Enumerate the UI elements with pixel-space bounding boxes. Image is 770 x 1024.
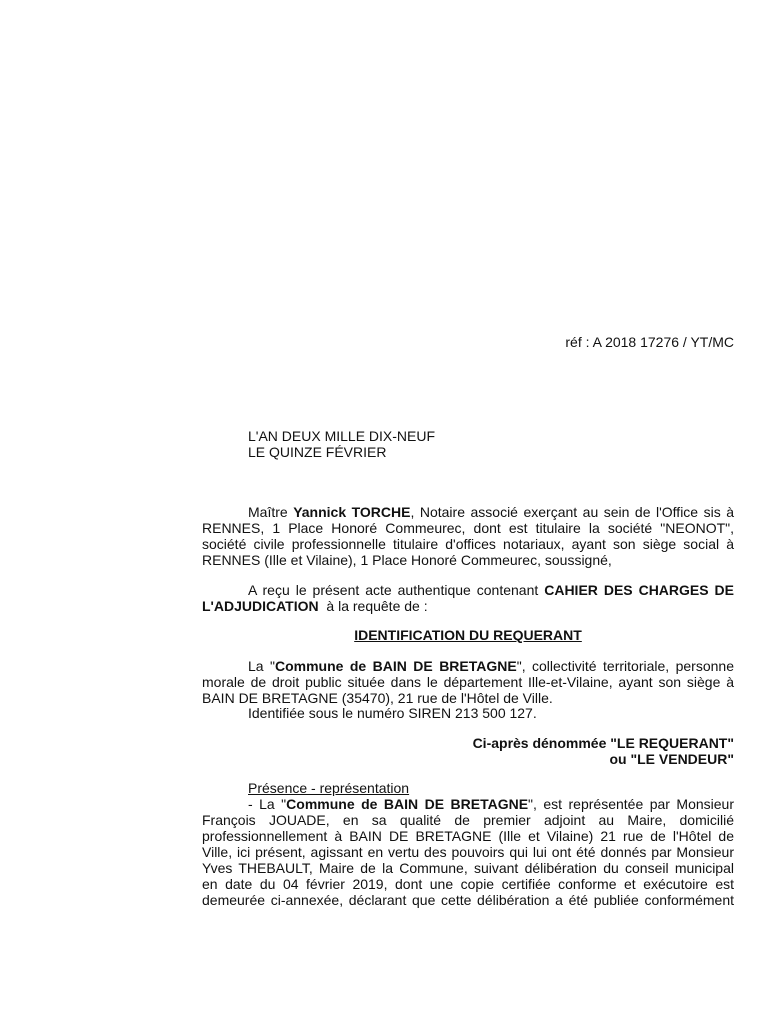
notary-paragraph-line: Maître Yannick TORCHE, Notaire associé exerçant au sein de l'Office sis à: [248, 504, 734, 520]
presence-paragraph-line: demeurée ci-annexée, déclarant que cette délibération a été publiée conformément: [202, 892, 734, 908]
notary-paragraph-line: RENNES (Ille et Vilaine), 1 Place Honoré Commeurec, soussigné,: [202, 552, 612, 568]
reference-number: réf : A 2018 17276 / YT/MC: [565, 334, 734, 350]
act-paragraph-line: L'ADJUDICATION à la requête de :: [202, 598, 428, 614]
presence-title: Présence - représentation: [248, 780, 410, 796]
requester-paragraph-line: La "Commune de BAIN DE BRETAGNE", collectivité territoriale, personne: [248, 658, 734, 674]
presence-paragraph-line: Ville, ici présent, agissant en vertu des pouvoirs qui lui ont été donnés par Monsieur: [202, 844, 734, 860]
presence-paragraph-line: professionnellement à BAIN DE BRETAGNE (Ille et Vilaine) 21 rue de l'Hôtel de: [202, 828, 734, 844]
section-heading: IDENTIFICATION DU REQUERANT: [354, 627, 582, 643]
designation-requester: Ci-après dénommée "LE REQUERANT": [472, 735, 734, 751]
presence-paragraph-line: Yves THEBAULT, Maire de la Commune, suivant délibération du conseil municipal: [202, 860, 734, 876]
presence-paragraph-line: - La "Commune de BAIN DE BRETAGNE", est représentée par Monsieur: [248, 796, 734, 812]
date-line-year: L'AN DEUX MILLE DIX-NEUF: [248, 428, 436, 444]
notary-paragraph-line: société civile professionnelle titulaire d'offices notariaux, ayant son siège social à: [202, 536, 734, 552]
presence-paragraph-line: en date du 04 février 2019, dont une copie certifiée conforme et exécutoire est: [202, 876, 734, 892]
act-paragraph-line: A reçu le présent acte authentique contenant CAHIER DES CHARGES DE: [248, 582, 734, 598]
siren-line: Identifiée sous le numéro SIREN 213 500 127.: [248, 705, 537, 721]
date-line-day: LE QUINZE FÉVRIER: [248, 444, 387, 460]
notary-paragraph-line: RENNES, 1 Place Honoré Commeurec, dont est titulaire la société "NEONOT",: [202, 520, 734, 536]
designation-seller: ou "LE VENDEUR": [609, 751, 734, 767]
requester-paragraph-line: BAIN DE BRETAGNE (35470), 21 rue de l'Hôtel de Ville.: [202, 690, 553, 706]
requester-paragraph-line: morale de droit public située dans le département Ille-et-Vilaine, ayant son siège à: [202, 674, 734, 690]
notary-name: Yannick TORCHE: [293, 504, 411, 520]
presence-paragraph-line: François JOUADE, en sa qualité de premier adjoint au Maire, domicilié: [202, 812, 734, 828]
